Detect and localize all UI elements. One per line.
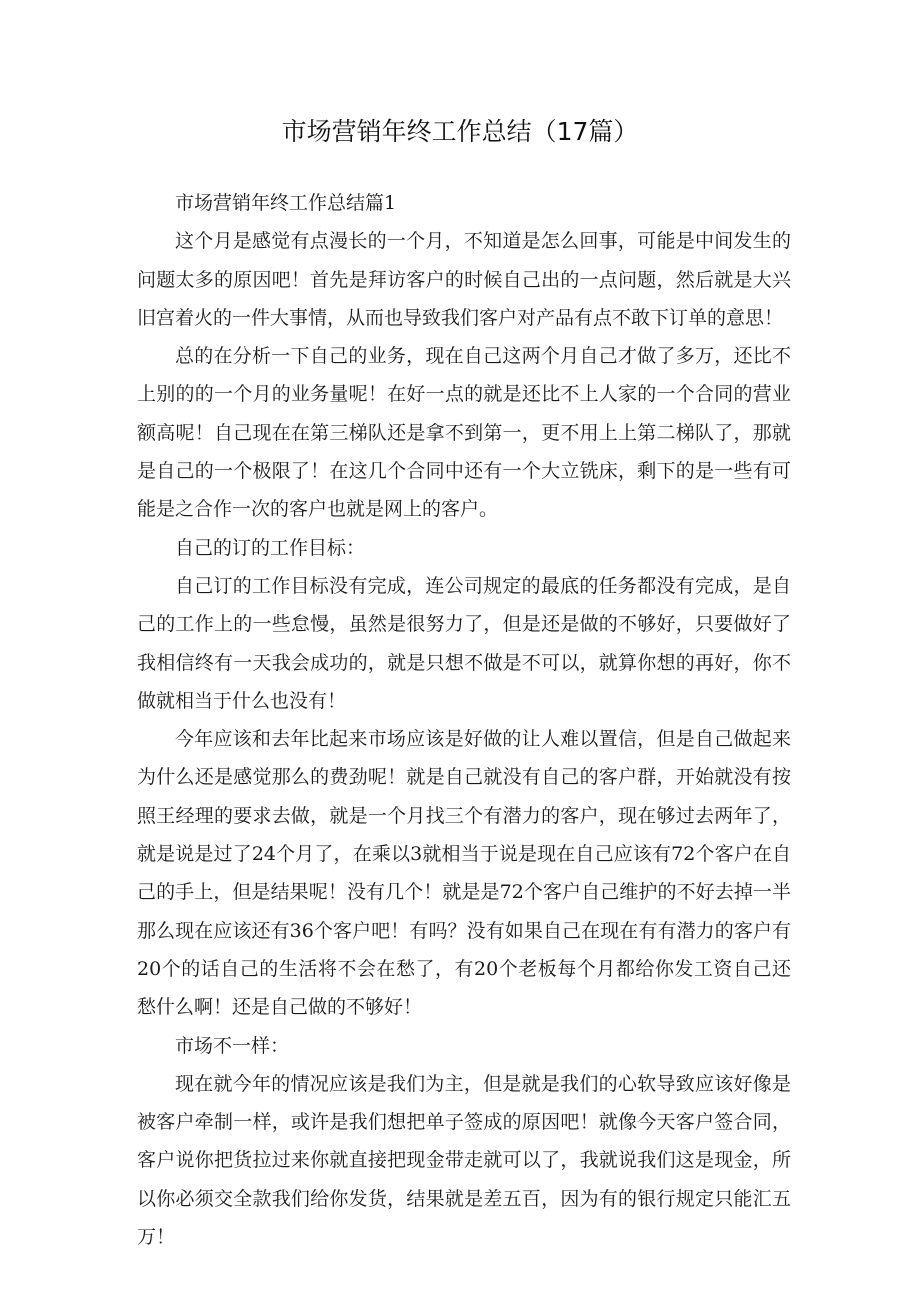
subheading: 市场不一样： xyxy=(175,1034,290,1057)
subheading: 自己的订的工作目标： xyxy=(175,536,366,559)
document-title: 市场营销年终工作总结（17篇） xyxy=(281,117,639,146)
paragraph: 这个月是感觉有点漫长的一个月，不知道是怎么回事，可能是中间发生的问题太多的原因吧！首先是拜访客户的时候自己出的一点问题，然后就是大兴旧宫着火的一件大事情，从而也导致我们客户对产品有点不敢下订单的意思！ xyxy=(137,230,791,329)
section-heading: 市场营销年终工作总结篇1 xyxy=(175,192,397,214)
paragraph: 现在就今年的情况应该是我们为主，但是就是我们的心软导致应该好像是被客户牵制一样，或许是我们想把单子签成的原因吧！就像今天客户签合同，客户说你把货拉过来你就直接把现金带走就可以了，我就说我们这是现金，所以你必须交全款我们给你发货，结果就是差五百，因为有的银行规定只能汇五万！ xyxy=(137,1072,791,1249)
document-body xyxy=(137,184,791,1256)
paragraph: 今年应该和去年比起来市场应该是好做的让人难以置信，但是自己做起来为什么还是感觉那么的费劲呢！就是自己就没有自己的客户群，开始就没有按照王经理的要求去做，就是一个月找三个有潜力的客户，现在够过去两年了，就是说是过了24个月了，在乘以3就相当于说是现在自己应该有72个客户在自己的手上，但是结果呢！没有几个！就是是72个客户自己维护的不好去掉一半那么现在应该还有36个客户吧！有吗？没有如果自己在现在有有潜力的客户有20个的话自己的生活将不会在愁了，有20个老板每个月都给你发工资自己还愁什么啊！还是自己做的不够好！ xyxy=(137,728,791,1019)
paragraph: 总的在分析一下自己的业务，现在自己这两个月自己才做了多万，还比不上别的的一个月的业务量呢！在好一点的就是还比不上人家的一个合同的营业额高呢！自己现在在第三梯队还是拿不到第一，更不用上上第二梯队了，那就是自己的一个极限了！在这几个合同中还有一个大立铣床，剩下的是一些有可能是之合作一次的客户也就是网上的客户。 xyxy=(137,345,791,521)
paragraph: 自己订的工作目标没有完成，连公司规定的最底的任务都没有完成，是自己的工作上的一些怠慢，虽然是很努力了，但是还是做的不够好，只要做好了我相信终有一天我会成功的，就是只想不做是不可以，就算你想的再好，你不做就相当于什么也没有！ xyxy=(137,574,791,712)
